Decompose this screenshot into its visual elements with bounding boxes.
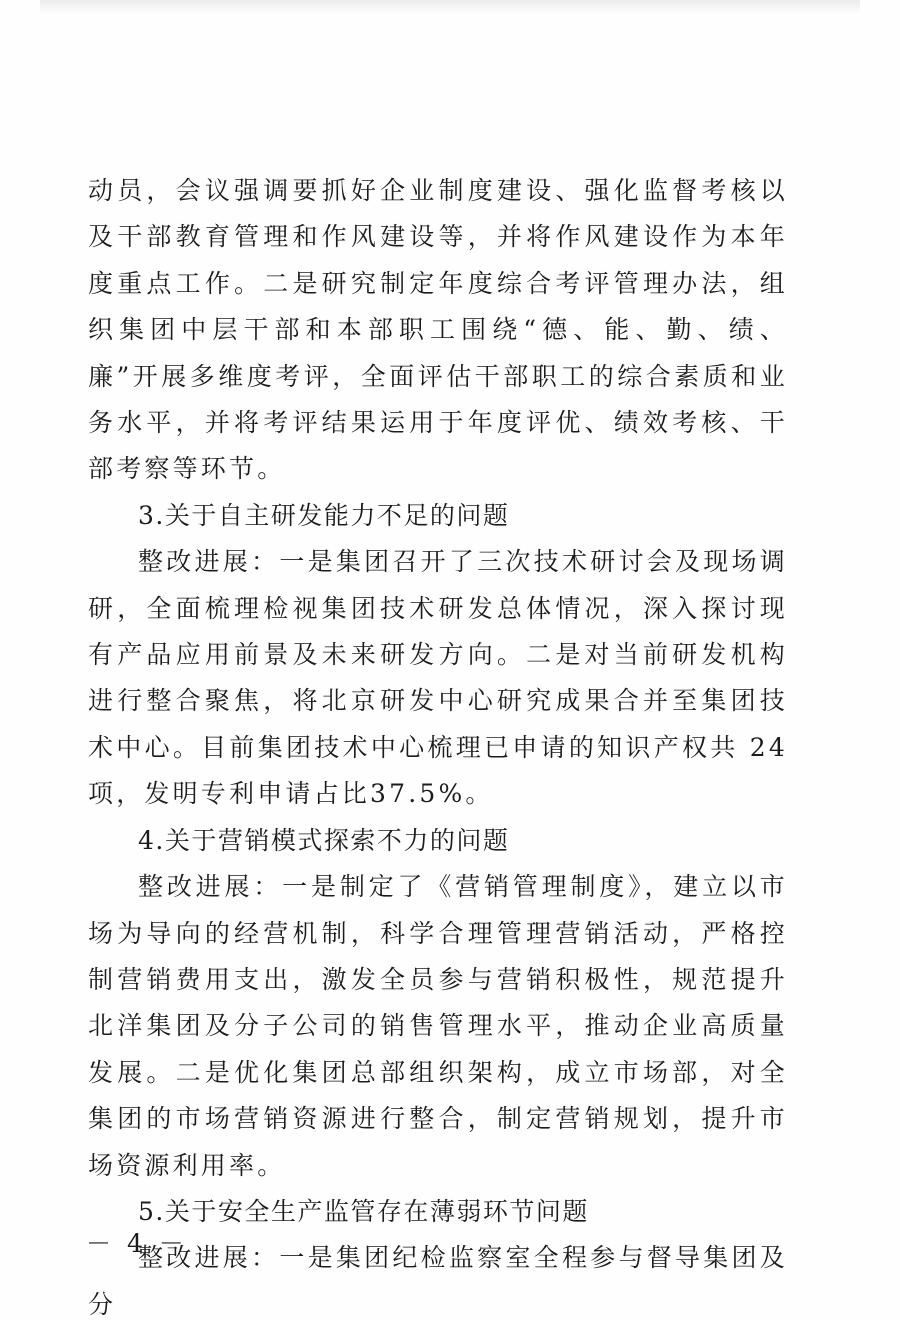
paragraph-progress-3: 整改进展：一是集团召开了三次技术研讨会及现场调研，全面梳理检视集团技术研发总体情况，深入探讨现有产品应用前景及未来研发方向。二是对当前研发机构进行整合聚焦，将北京研发中心研究成果合并至集团技术中心。目前集团技术中心梳理已申请的知识产权共 24 项，发明专利申请占比37.5%。 [88,547,788,809]
section-heading-5: 5.关于安全生产监管存在薄弱环节问题 [138,1196,589,1226]
paragraph-progress-5: 整改进展：一是集团纪检监察室全程参与督导集团及分 [88,1243,788,1319]
section-heading-4: 4.关于营销模式探索不力的问题 [138,825,510,855]
paragraph-continuation: 动员，会议强调要抓好企业制度建设、强化监督考核以及干部教育管理和作风建设等，并将作风建设作为本年度重点工作。二是研究制定年度综合考评管理办法，组织集团中层干部和本部职工围绕“德、能、勤、绩、廉”开展多维度考评，全面评估干部职工的综合素质和业务水平，并将考评结果运用于年度评优、绩效考核、干部考察等环节。 [88,176,788,484]
scan-edge-shadow [40,0,860,14]
page-number: － 4 － [86,1229,188,1258]
document-body [88,168,788,1328]
paragraph-progress-4: 整改进展：一是制定了《营销管理制度》，建立以市场为导向的经营机制，科学合理管理营销活动，严格控制营销费用支出，激发全员参与营销积极性，规范提升北洋集团及分子公司的销售管理水平，推动企业高质量发展。二是优化集团总部组织架构，成立市场部，对全集团的市场营销资源进行整合，制定营销规划，提升市场资源利用率。 [88,872,788,1180]
section-heading-3: 3.关于自主研发能力不足的问题 [138,500,510,530]
